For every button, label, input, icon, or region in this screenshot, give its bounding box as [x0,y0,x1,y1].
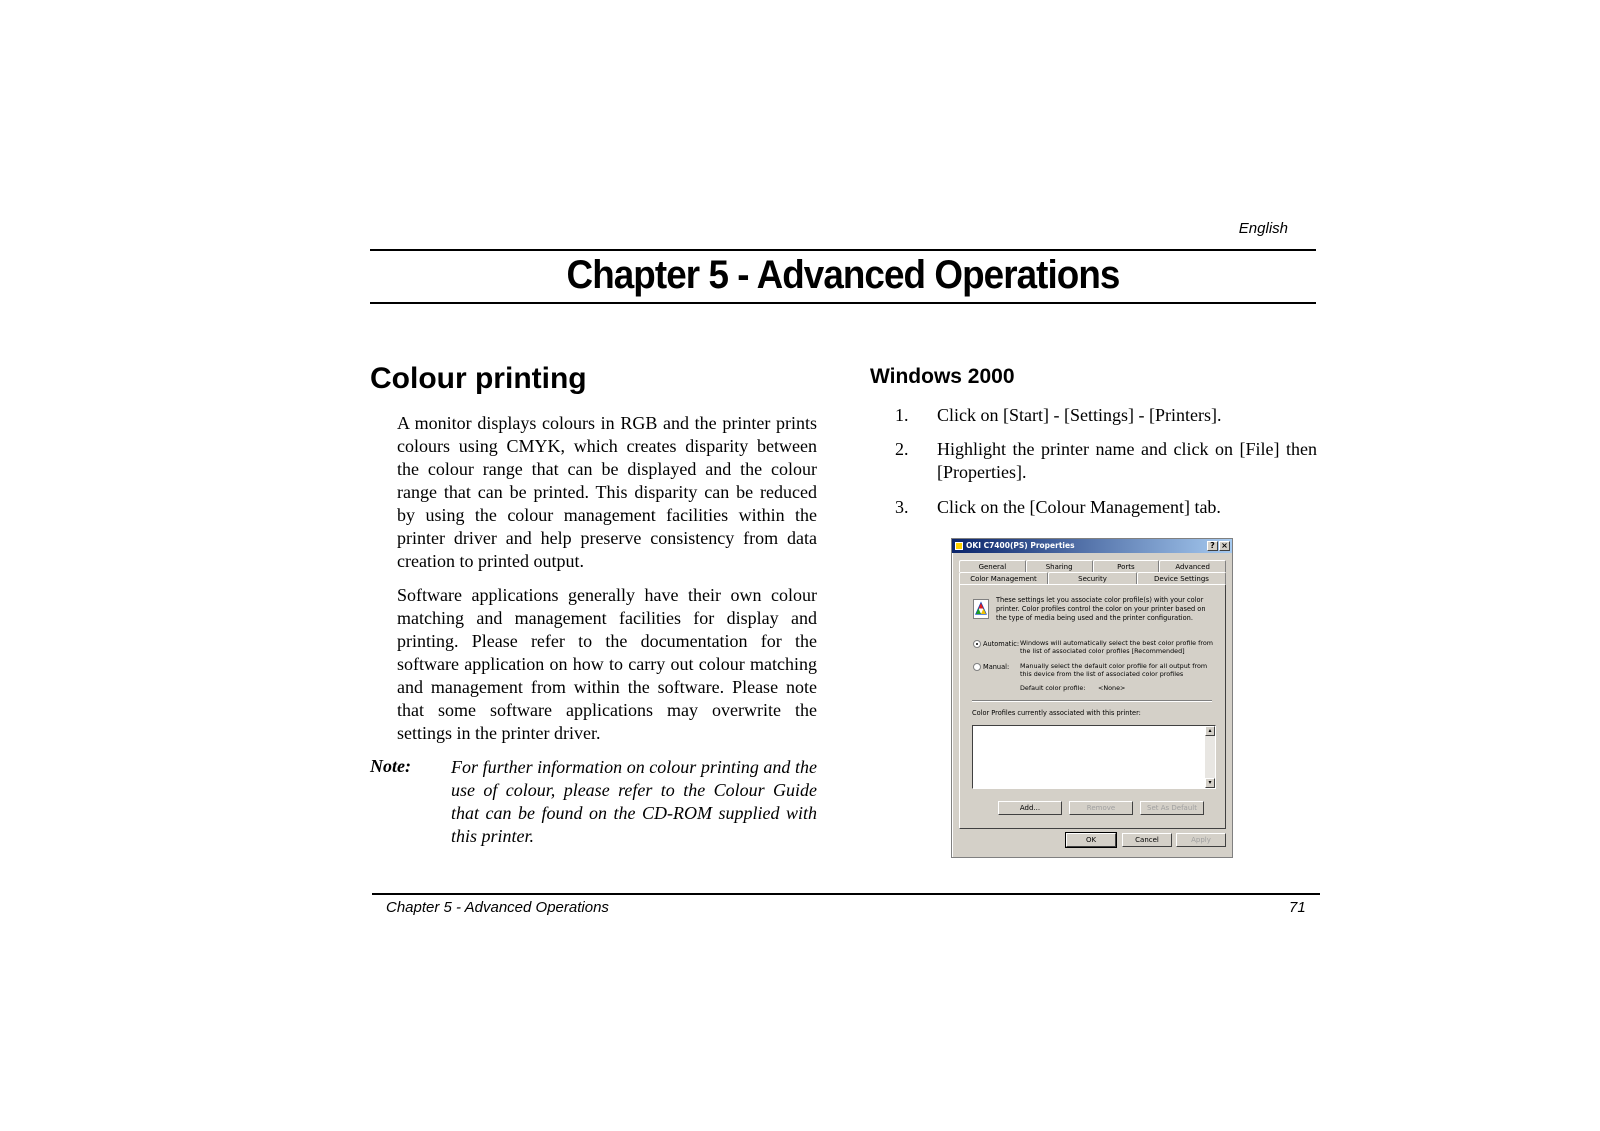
tab-sharing[interactable]: Sharing [1026,560,1093,572]
tab-color-management[interactable]: Color Management [959,572,1048,584]
cancel-button[interactable]: Cancel [1122,833,1172,847]
automatic-radio[interactable] [973,640,981,648]
footer-chapter: Chapter 5 - Advanced Operations [386,899,609,916]
remove-button[interactable]: Remove [1069,801,1133,815]
step-item [895,438,1317,484]
help-button[interactable]: ? [1207,541,1218,551]
color-profile-icon [973,599,989,619]
default-profile-label: Default color profile: [1020,684,1086,692]
language-label: English [1238,220,1288,237]
profiles-listbox[interactable] [972,725,1216,789]
apply-button[interactable]: Apply [1176,833,1226,847]
default-profile-value: <None> [1098,684,1126,692]
tab-device-settings[interactable]: Device Settings [1137,572,1226,584]
listbox-scrollbar[interactable] [1205,726,1215,788]
tab-general[interactable]: General [959,560,1026,572]
step-text: Click on the [Colour Management] tab. [937,497,1221,517]
tab-row-2 [959,572,1226,584]
title-rule-bottom [370,302,1316,304]
step-text: Click on [Start] - [Settings] - [Printers]. [937,405,1222,425]
tab-advanced[interactable]: Advanced [1159,560,1226,572]
tab-ports[interactable]: Ports [1093,560,1160,572]
close-button[interactable]: × [1219,541,1230,551]
automatic-description: Windows will automatically select the best color profile from the list of associated color profiles [Recommended] [1020,639,1213,655]
note-text: For further information on colour printing and the use of colour, please refer to the Colour Guide that can be found on the CD-ROM supplied with this printer. [451,757,817,846]
scroll-up-arrow-icon[interactable]: ▴ [1205,726,1215,736]
divider [972,700,1212,702]
section-heading-colour-printing: Colour printing [370,362,587,395]
step-text: Highlight the printer name and click on [File] then [Properties]. [937,439,1317,482]
dialog-title: OKI C7400(PS) Properties [966,541,1075,550]
printer-icon [955,542,963,550]
footer-rule [372,893,1320,895]
chapter-title: Chapter 5 - Advanced Operations [566,253,1120,297]
manual-label: Manual: [983,663,1010,671]
paragraph: Software applications generally have their own colour matching and management facilities for display and printing. Please refer to the documentation for the software application on how to carry out colour matching and management from within the software. Please note that some software applications may overwrite the settings in the printer driver. [397,585,817,743]
tab-row-1 [959,560,1226,572]
page-number: 71 [1289,899,1306,916]
paragraph: A monitor displays colours in RGB and the printer prints colours using CMYK, which creates disparity between the colour range that can be displayed and the colour range that can be printed. This disparity can be reduced by using the colour management facilities within the printer driver and help preserve consistency from data creation to printed output. [397,413,817,571]
manual-radio[interactable] [973,663,981,671]
description-text: These settings let you associate color profile(s) with your color printer. Color profiles control the color on your printer based on the type of media being used and the printer configuration. [996,596,1206,622]
profiles-list-label: Color Profiles currently associated with this printer: [972,709,1141,717]
step-item [895,404,1317,427]
step-number: 3. [895,497,909,517]
scroll-down-arrow-icon[interactable]: ▾ [1205,778,1215,788]
step-number: 1. [895,405,909,425]
step-number: 2. [895,439,909,459]
step-item [895,496,1317,519]
note-label: Note: [370,756,411,776]
dialog-title-bar [952,539,1232,553]
tab-security[interactable]: Security [1048,572,1137,584]
manual-description: Manually select the default color profile for all output from this device from the list of associated color profiles [1020,662,1208,678]
automatic-label: Automatic: [983,640,1020,648]
printer-properties-dialog [951,538,1233,858]
add-button[interactable]: Add... [998,801,1062,815]
ok-button[interactable]: OK [1066,833,1116,847]
set-as-default-button[interactable]: Set As Default [1140,801,1204,815]
section-heading-windows-2000: Windows 2000 [870,365,1015,388]
